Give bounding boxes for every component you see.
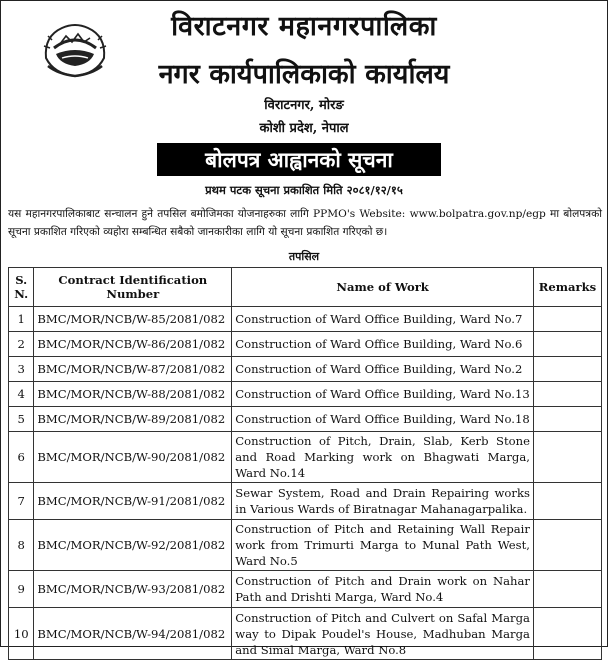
- table-row: [9, 483, 602, 520]
- table-row: [9, 357, 602, 382]
- cell-sn: 7: [9, 483, 34, 520]
- intro-paragraph: यस महानगरपालिकाबाट सन्चालन हुने तपसिल बमोजिमका योजनाहरुका लागि PPMO's Website: www.bolpatra.gov.np/egp मा बोलपत्रको सूचना प्रकाशित गरिएको व्यहोरा सम्बन्धित सबैको जानकारीका लागि यो सूचना प्रकाशित गरिएको छ।: [8, 208, 602, 238]
- cell-remarks: [533, 571, 601, 608]
- cell-contract-id: BMC/MOR/NCB/W-88/2081/082: [34, 382, 232, 407]
- cell-sn: 4: [9, 382, 34, 407]
- cell-work: Construction of Pitch and Drain work on Nahar Path and Drishti Marga, Ward No.4: [232, 571, 534, 608]
- cell-work: Construction of Ward Office Building, Ward No.7: [232, 307, 534, 332]
- details-label: तपसिल: [288, 250, 320, 263]
- cell-contract-id: BMC/MOR/NCB/W-89/2081/082: [34, 407, 232, 432]
- cell-remarks: [533, 382, 601, 407]
- cell-work: Construction of Ward Office Building, Ward No.6: [232, 332, 534, 357]
- header-contract-id: Contract Identification Number: [34, 268, 232, 307]
- notice-title-banner: बोलपत्र आह्वानको सूचना: [157, 143, 441, 176]
- cell-work: Construction of Pitch and Culvert on Safal Marga way to Dipak Poudel's House, Madhuban Marga and Simal Marga, Ward No.8: [232, 608, 534, 660]
- table-row: [9, 307, 602, 332]
- cell-sn: 2: [9, 332, 34, 357]
- cell-contract-id: BMC/MOR/NCB/W-87/2081/082: [34, 357, 232, 382]
- municipality-name: विराटनगर महानगरपालिका: [171, 11, 437, 42]
- table-header-row: [9, 268, 602, 307]
- cell-work: Construction of Pitch, Drain, Slab, Kerb Stone and Road Marking work on Bhagwati Marga, Ward No.14: [232, 432, 534, 483]
- office-province: कोशी प्रदेश, नेपाल: [259, 121, 349, 136]
- office-name: नगर कार्यपालिकाको कार्यालय: [158, 59, 450, 90]
- cell-sn: 10: [9, 608, 34, 660]
- cell-sn: 1: [9, 307, 34, 332]
- cell-remarks: [533, 483, 601, 520]
- office-location: विराटनगर, मोरङ: [264, 98, 344, 113]
- table-row: [9, 432, 602, 483]
- publication-date: प्रथम पटक सूचना प्रकाशित मिति २०८१/१२/१५: [205, 183, 403, 197]
- cell-remarks: [533, 307, 601, 332]
- cell-work: Construction of Ward Office Building, Ward No.13: [232, 382, 534, 407]
- cell-remarks: [533, 608, 601, 660]
- cell-remarks: [533, 332, 601, 357]
- cell-contract-id: BMC/MOR/NCB/W-93/2081/082: [34, 571, 232, 608]
- cell-remarks: [533, 357, 601, 382]
- header-name-of-work: Name of Work: [232, 268, 534, 307]
- cell-contract-id: BMC/MOR/NCB/W-90/2081/082: [34, 432, 232, 483]
- cell-sn: 5: [9, 407, 34, 432]
- cell-sn: 9: [9, 571, 34, 608]
- cell-sn: 3: [9, 357, 34, 382]
- table-row: [9, 332, 602, 357]
- cell-contract-id: BMC/MOR/NCB/W-85/2081/082: [34, 307, 232, 332]
- cell-remarks: [533, 432, 601, 483]
- table-row: [9, 407, 602, 432]
- cell-contract-id: BMC/MOR/NCB/W-91/2081/082: [34, 483, 232, 520]
- cell-contract-id: BMC/MOR/NCB/W-94/2081/082: [34, 608, 232, 660]
- cell-contract-id: BMC/MOR/NCB/W-92/2081/082: [34, 520, 232, 571]
- table-row: [9, 520, 602, 571]
- cell-work: Construction of Ward Office Building, Ward No.18: [232, 407, 534, 432]
- table-row: [9, 571, 602, 608]
- contracts-table: [8, 267, 602, 660]
- cell-work: Construction of Ward Office Building, Ward No.2: [232, 357, 534, 382]
- cell-remarks: [533, 520, 601, 571]
- table-row: [9, 608, 602, 660]
- cell-sn: 6: [9, 432, 34, 483]
- table-row: [9, 382, 602, 407]
- cell-remarks: [533, 407, 601, 432]
- cell-sn: 8: [9, 520, 34, 571]
- cell-work: Sewar System, Road and Drain Repairing works in Various Wards of Biratnagar Mahanagarpalika.: [232, 483, 534, 520]
- header-sn: S. N.: [9, 268, 34, 307]
- cell-work: Construction of Pitch and Retaining Wall Repair work from Trimurti Marga to Munal Path West, Ward No.5: [232, 520, 534, 571]
- cell-contract-id: BMC/MOR/NCB/W-86/2081/082: [34, 332, 232, 357]
- header-remarks: Remarks: [533, 268, 601, 307]
